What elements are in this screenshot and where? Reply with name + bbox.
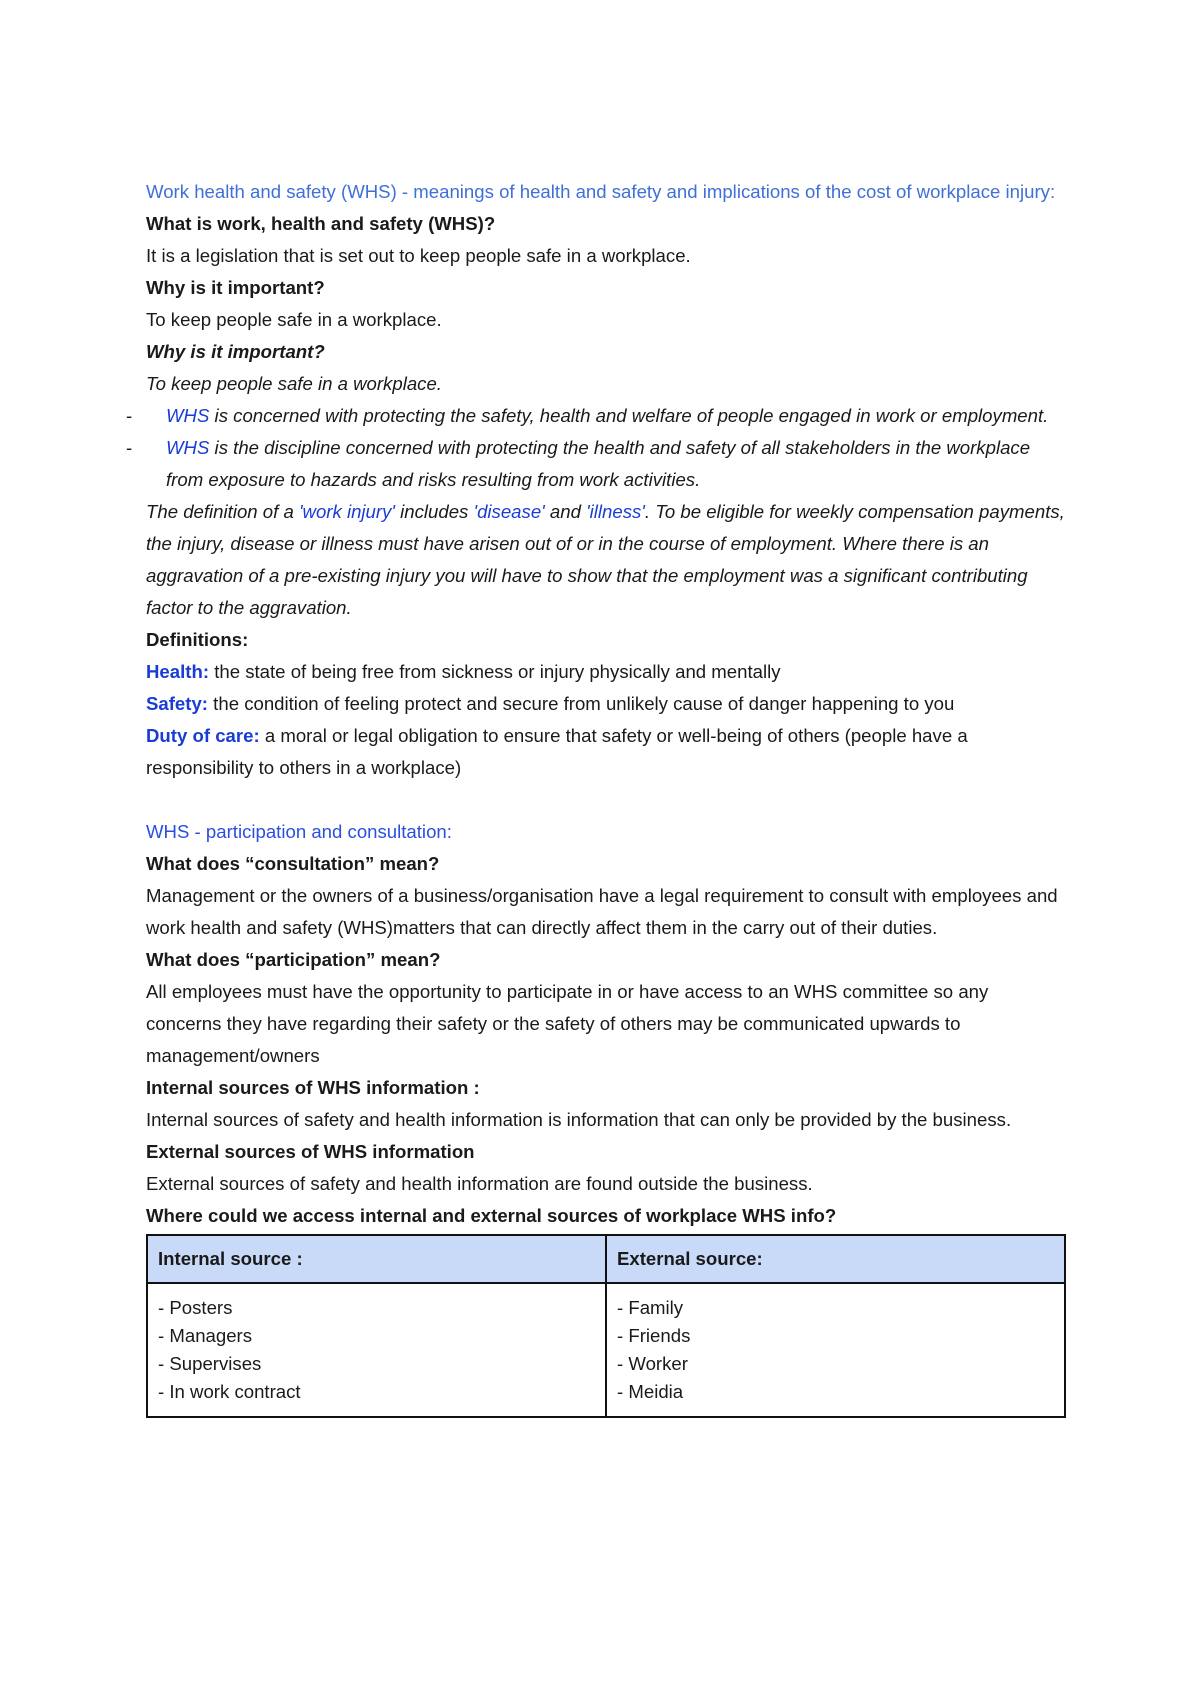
bullet-term: WHS — [166, 437, 210, 458]
definition-duty-of-care — [146, 720, 1066, 784]
table-header-row — [147, 1235, 1065, 1283]
definition-term: Safety: — [146, 693, 209, 714]
term-work-injury: 'work injury' — [298, 501, 395, 522]
question-consultation: What does “consultation” mean? — [146, 853, 440, 874]
list-item: - Worker — [617, 1350, 1054, 1378]
definition-term: Duty of care: — [146, 725, 260, 746]
answer-participation: All employees must have the opportunity to participate in or have access to an WHS committee so any concerns they have regarding their safety or the safety of others may be communicated upwards to management/owners — [146, 981, 989, 1066]
list-item: - Family — [617, 1294, 1054, 1322]
definition-text: the state of being free from sickness or injury physically and mentally — [209, 661, 781, 682]
bullet-term: WHS — [166, 405, 210, 426]
answer-external-sources: External sources of safety and health information are found outside the business. — [146, 1173, 813, 1194]
definition-text: the condition of feeling protect and secure from unlikely cause of danger happening to you — [208, 693, 955, 714]
sources-table — [146, 1234, 1066, 1418]
bullet-text: is concerned with protecting the safety, health and welfare of people engaged in work or employment. — [209, 405, 1049, 426]
paragraph-text: The definition of a — [146, 501, 299, 522]
definitions-label: Definitions: — [146, 629, 249, 650]
bullet-text: is the discipline concerned with protecting the health and safety of all stakeholders in the workplace from exposure to hazards and risks resulting from work activities. — [166, 437, 1031, 490]
dash-marker: - — [126, 437, 133, 458]
answer-why-important: To keep people safe in a workplace. — [146, 309, 442, 330]
list-item: - Supervises — [158, 1350, 595, 1378]
list-item: - Meidia — [617, 1378, 1054, 1406]
question-why-important: Why is it important? — [146, 277, 325, 298]
header-external-source: External source: — [606, 1235, 1065, 1283]
dash-marker: - — [126, 405, 133, 426]
work-injury-definition-paragraph — [146, 496, 1066, 624]
paragraph-text: and — [544, 501, 587, 522]
term-disease: 'disease' — [473, 501, 545, 522]
section-heading-participation: WHS - participation and consultation: — [146, 821, 452, 842]
document-page — [126, 176, 1066, 1418]
answer-what-is-whs: It is a legislation that is set out to keep people safe in a workplace. — [146, 245, 691, 266]
definition-text: a moral or legal obligation to ensure that safety or well-being of others (people have a responsibility to others in a workplace) — [146, 725, 968, 778]
bullet-item — [126, 400, 1066, 432]
list-item: - Friends — [617, 1322, 1054, 1350]
bullet-item — [126, 432, 1066, 496]
cell-internal-sources — [147, 1283, 606, 1417]
definition-safety — [146, 688, 1066, 720]
list-item: - In work contract — [158, 1378, 595, 1406]
answer-why-important-italic: To keep people safe in a workplace. — [146, 373, 442, 394]
question-what-is-whs: What is work, health and safety (WHS)? — [146, 213, 496, 234]
term-illness: 'illness' — [586, 501, 645, 522]
list-item: - Managers — [158, 1322, 595, 1350]
section-spacer — [146, 784, 1066, 816]
definition-term: Health: — [146, 661, 210, 682]
table-row — [147, 1283, 1065, 1417]
question-participation: What does “participation” mean? — [146, 949, 441, 970]
header-internal-source: Internal source : — [147, 1235, 606, 1283]
paragraph-text: . To be eligible for weekly compensation payments, the injury, disease or illness must have arisen out of or in the course of employment. Where there is an aggravation of a pre-existing injury you will have to show that the employment was a significant contributing factor to the aggravation. — [146, 501, 1065, 618]
external-source-list — [617, 1294, 1054, 1406]
question-internal-sources: Internal sources of WHS information : — [146, 1077, 480, 1098]
definition-health — [146, 656, 1066, 688]
question-where-access: Where could we access internal and external sources of workplace WHS info? — [146, 1205, 837, 1226]
cell-external-sources — [606, 1283, 1065, 1417]
question-external-sources: External sources of WHS information — [146, 1141, 475, 1162]
internal-source-list — [158, 1294, 595, 1406]
question-why-important-italic: Why is it important? — [146, 341, 325, 362]
answer-internal-sources: Internal sources of safety and health information is information that can only be provided by the business. — [146, 1109, 1012, 1130]
paragraph-text: includes — [394, 501, 474, 522]
section-heading-whs-meanings: Work health and safety (WHS) - meanings of health and safety and implications of the cost of workplace injury: — [146, 181, 1056, 202]
list-item: - Posters — [158, 1294, 595, 1322]
answer-consultation: Management or the owners of a business/organisation have a legal requirement to consult with employees and work health and safety (WHS)matters that can directly affect them in the carry out of their duties. — [146, 885, 1058, 938]
